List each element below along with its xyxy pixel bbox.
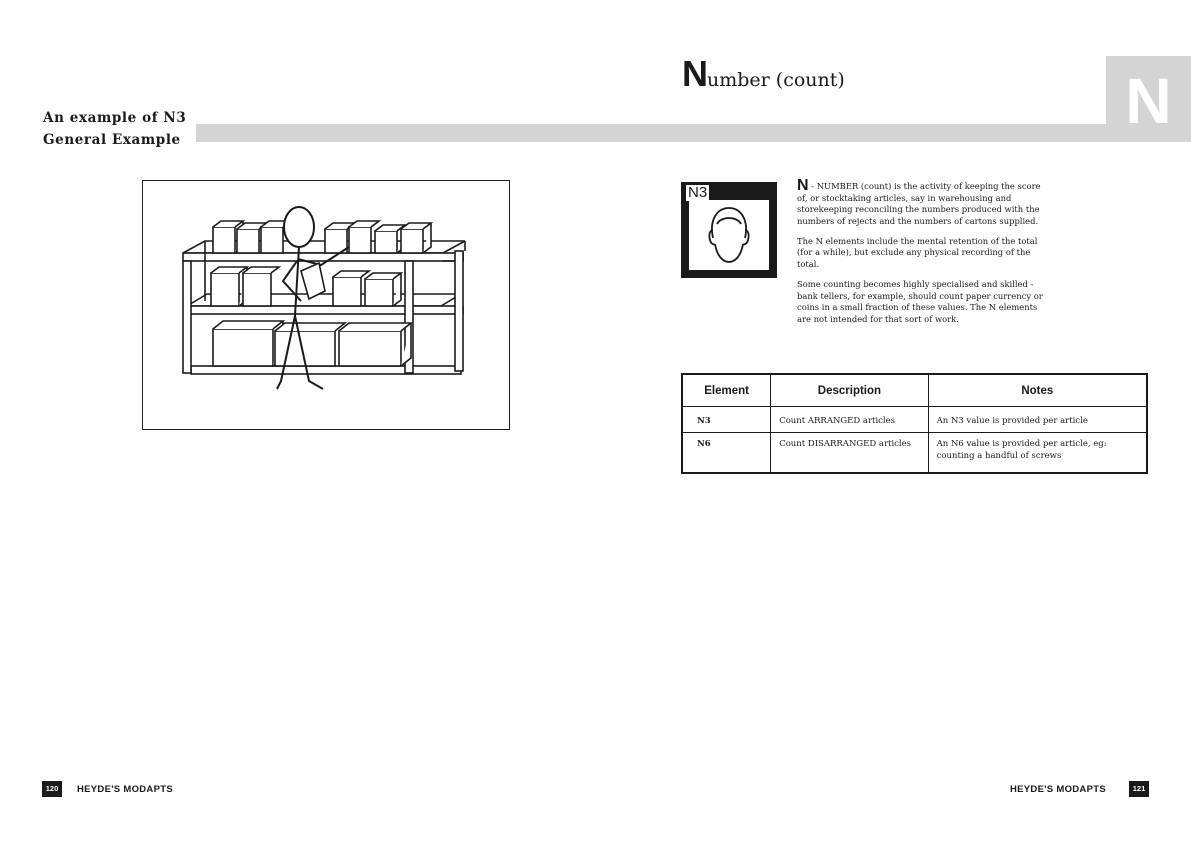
table-header-row bbox=[682, 374, 1147, 407]
page-number-right: 121 bbox=[1129, 781, 1149, 797]
element-icon-panel bbox=[689, 200, 769, 270]
column-header-notes: Notes bbox=[928, 374, 1147, 407]
description-para-1-text: - NUMBER (count) is the activity of keeping the score of, or stocktaking articles, say in warehousing and storekeeping reconciling the numbers produced with the numbers of rejects and the numbers of cartons supplied. bbox=[797, 181, 1041, 226]
page-title bbox=[682, 53, 845, 97]
page-number-left: 120 bbox=[42, 781, 62, 797]
description-lead-letter: N bbox=[797, 177, 809, 194]
description-para-2: The N elements include the mental retention of the total (for a while), but exclude any physical recording of the total. bbox=[797, 235, 1038, 270]
illustration-frame bbox=[142, 180, 510, 430]
shelving-counting-illustration bbox=[143, 181, 509, 429]
cell-description: Count DISARRANGED articles bbox=[771, 433, 928, 474]
element-icon-label: N3 bbox=[688, 184, 708, 201]
table-row bbox=[682, 407, 1147, 433]
column-header-description: Description bbox=[771, 374, 928, 407]
table-row bbox=[682, 433, 1147, 474]
header-band bbox=[196, 124, 1191, 142]
boxes-bottom-shelf bbox=[213, 321, 411, 366]
head-icon bbox=[689, 200, 769, 270]
left-page-heading bbox=[43, 107, 186, 151]
cell-element: N6 bbox=[682, 433, 771, 474]
cell-notes: An N6 value is provided per article, eg: counting a handful of screws bbox=[928, 433, 1147, 474]
column-header-element: Element bbox=[682, 374, 771, 407]
cell-element: N3 bbox=[682, 407, 771, 433]
footer-brand-right: HEYDE'S MODAPTS bbox=[1010, 784, 1106, 795]
title-rest: umber (count) bbox=[707, 69, 845, 91]
cell-notes: An N3 value is provided per article bbox=[928, 407, 1147, 433]
title-initial: N bbox=[682, 53, 707, 94]
section-tab-letter: N bbox=[1125, 65, 1172, 137]
heading-general: General Example bbox=[43, 132, 181, 148]
elements-table bbox=[681, 373, 1148, 474]
description-para-3: Some counting becomes highly specialised and skilled - bank tellers, for example, should count paper currency or coins in a small fraction of these values. The N elements are not intended for that sort of work. bbox=[797, 279, 1043, 324]
footer-brand-left: HEYDE'S MODAPTS bbox=[77, 784, 173, 795]
cell-description: Count ARRANGED articles bbox=[771, 407, 928, 433]
heading-example: An example of N3 bbox=[43, 110, 187, 126]
element-description bbox=[797, 177, 1052, 334]
description-para-1 bbox=[797, 177, 1052, 227]
